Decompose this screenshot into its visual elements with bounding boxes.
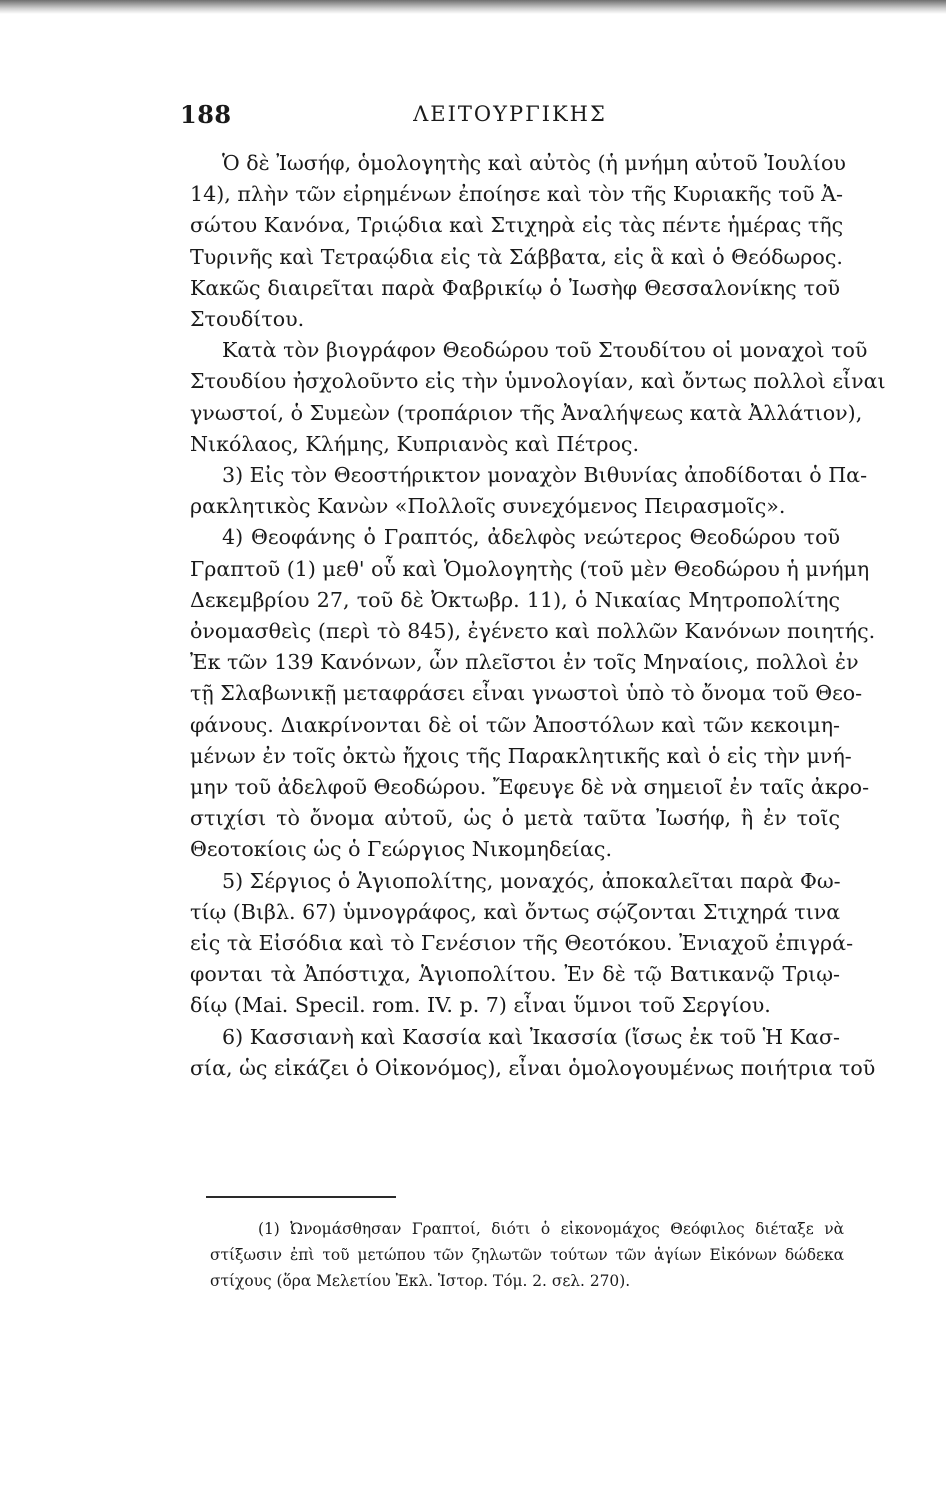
text-line: 5) Σέργιος ὁ Ἁγιοπολίτης, μοναχός, ἀποκαλεῖται παρὰ Φω- — [222, 868, 841, 893]
text-line: 4) Θεοφάνης ὁ Γραπτός, ἀδελφὸς νεώτερος Θεοδώρου τοῦ — [222, 525, 840, 550]
main-text — [190, 148, 886, 1084]
text-line: Γραπτοῦ (1) μεθ' οὗ καὶ Ὁμολογητὴς (τοῦ μὲν Θεοδώρου ἡ μνήμη — [190, 556, 870, 581]
text-line: Θεοτοκίοις ὡς ὁ Γεώργιος Νικομηδείας. — [190, 837, 612, 862]
text-line: εἰς τὰ Εἰσόδια καὶ τὸ Γενέσιον τῆς Θεοτόκου. Ἐνιαχοῦ ἐπιγρά- — [190, 931, 854, 956]
text-line: δίῳ (Mai. Specil. rom. IV. p. 7) εἶναι ὕμνοι τοῦ Σεργίου. — [190, 993, 771, 1018]
text-line: στιχίσι τὸ ὄνομα αὐτοῦ, ὡς ὁ μετὰ ταῦτα Ἰωσήφ, ἢ ἐν τοῖς — [190, 806, 840, 831]
text-line: Στουδίου ἠσχολοῦντο εἰς τὴν ὑμνολογίαν, καὶ ὄντως πολλοὶ εἶναι — [190, 369, 886, 394]
text-line: σώτου Κανόνα, Τριῴδια καὶ Στιχηρὰ εἰς τὰς πέντε ἡμέρας τῆς — [190, 213, 844, 238]
text-line: φάνους. Διακρίνονται δὲ οἱ τῶν Ἀποστόλων καὶ τῶν κεκοιμη- — [190, 712, 840, 737]
paragraph-3-theosteriktos — [190, 460, 868, 522]
footnote-divider — [206, 1196, 396, 1198]
text-line: Ἐκ τῶν 139 Κανόνων, ὧν πλεῖστοι ἐν τοῖς Μηναίοις, πολλοὶ ἐν — [190, 650, 859, 675]
footnote-line: στίχους (ὅρα Μελετίου Ἐκλ. Ἱστορ. Τόμ. 2. σελ. 270). — [210, 1272, 631, 1290]
text-line: 6) Κασσιανὴ καὶ Κασσία καὶ Ἰκασσία (ἴσως ἐκ τοῦ Ἡ Κασ- — [222, 1024, 840, 1049]
text-line: Κατὰ τὸν βιογράφον Θεοδώρου τοῦ Στουδίτου οἱ μοναχοὶ τοῦ — [222, 338, 868, 363]
text-line: 3) Εἰς τὸν Θεοστήρικτον μοναχὸν Βιθυνίας ἀποδίδοται ὁ Πα- — [222, 463, 868, 488]
footnote-line: (1) Ὠνομάσθησαν Γραπτοί, διότι ὁ εἰκονομάχος Θεόφιλος διέταξε νὰ — [258, 1220, 844, 1238]
page-number: 188 — [180, 100, 232, 129]
text-line: ρακλητικὸς Κανὼν «Πολλοῖς συνεχόμενος Πειρασμοῖς». — [190, 494, 786, 519]
text-line: Ὁ δὲ Ἰωσήφ, ὁμολογητὴς καὶ αὐτὸς (ἡ μνήμη αὐτοῦ Ἰουλίου — [222, 151, 846, 175]
paragraph-4-theophanes — [190, 522, 876, 865]
text-line: Στουδίτου. — [190, 307, 305, 332]
text-line: σία, ὡς εἰκάζει ὁ Οἰκονόμος), εἶναι ὁμολογουμένως ποιήτρια τοῦ — [190, 1055, 876, 1080]
footnote-line: στίξωσιν ἐπὶ τοῦ μετώπου τῶν ζηλωτῶν τούτων τῶν ἁγίων Εἰκόνων δώδεκα — [210, 1246, 844, 1264]
text-line: Δεκεμβρίου 27, τοῦ δὲ Ὀκτωβρ. 11), ὁ Νικαίας Μητροπολίτης — [190, 587, 840, 612]
text-line: Νικόλαος, Κλήμης, Κυπριανὸς καὶ Πέτρος. — [190, 431, 640, 456]
paragraph-studites — [190, 335, 886, 460]
text-line: φονται τὰ Ἀπόστιχα, Ἁγιοπολίτου. Ἐν δὲ τῷ Βατικανῷ Τριῳ- — [190, 962, 840, 987]
page-header — [180, 100, 840, 136]
text-line: μένων ἐν τοῖς ὀκτὼ ἤχοις τῆς Παρακλητικῆς καὶ ὁ εἰς τὴν μνή- — [190, 743, 852, 768]
text-line: μην τοῦ ἀδελφοῦ Θεοδώρου. Ἔφευγε δὲ νὰ σημειοῖ ἐν ταῖς ἀκρο- — [190, 775, 870, 800]
text-line: τῇ Σλαβωνικῇ μεταφράσει εἶναι γνωστοὶ ὑπὸ τὸ ὄνομα τοῦ Θεο- — [190, 681, 863, 706]
running-head: ΛΕΙΤΟΥΡΓΙΚΗΣ — [413, 102, 607, 126]
text-line: ὀνομασθεὶς (περὶ τὸ 845), ἐγένετο καὶ πολλῶν Κανόνων ποιητής. — [190, 619, 876, 644]
text-line: γνωστοί, ὁ Συμεὼν (τροπάριον τῆς Ἀναλήψεως κατὰ Ἀλλάτιον), — [190, 400, 863, 425]
text-line: τίῳ (Βιβλ. 67) ὑμνογράφος, καὶ ὄντως σῴζονται Στιχηρά τινα — [190, 899, 841, 924]
footnote — [210, 1216, 844, 1294]
paragraph-6-kassiane — [190, 1022, 876, 1084]
text-line: Κακῶς διαιρεῖται παρὰ Φαβρικίῳ ὁ Ἰωσὴφ Θεσσαλονίκης τοῦ — [190, 275, 840, 300]
paragraph-5-sergios — [190, 866, 854, 1022]
text-line: 14), πλὴν τῶν εἰρημένων ἐποίησε καὶ τὸν τῆς Κυριακῆς τοῦ Ἀ- — [190, 182, 843, 207]
text-line: Τυρινῆς καὶ Τετραῴδια εἰς τὰ Σάββατα, εἰς ἃ καὶ ὁ Θεόδωρος. — [190, 244, 843, 269]
paragraph-joseph — [190, 148, 846, 335]
